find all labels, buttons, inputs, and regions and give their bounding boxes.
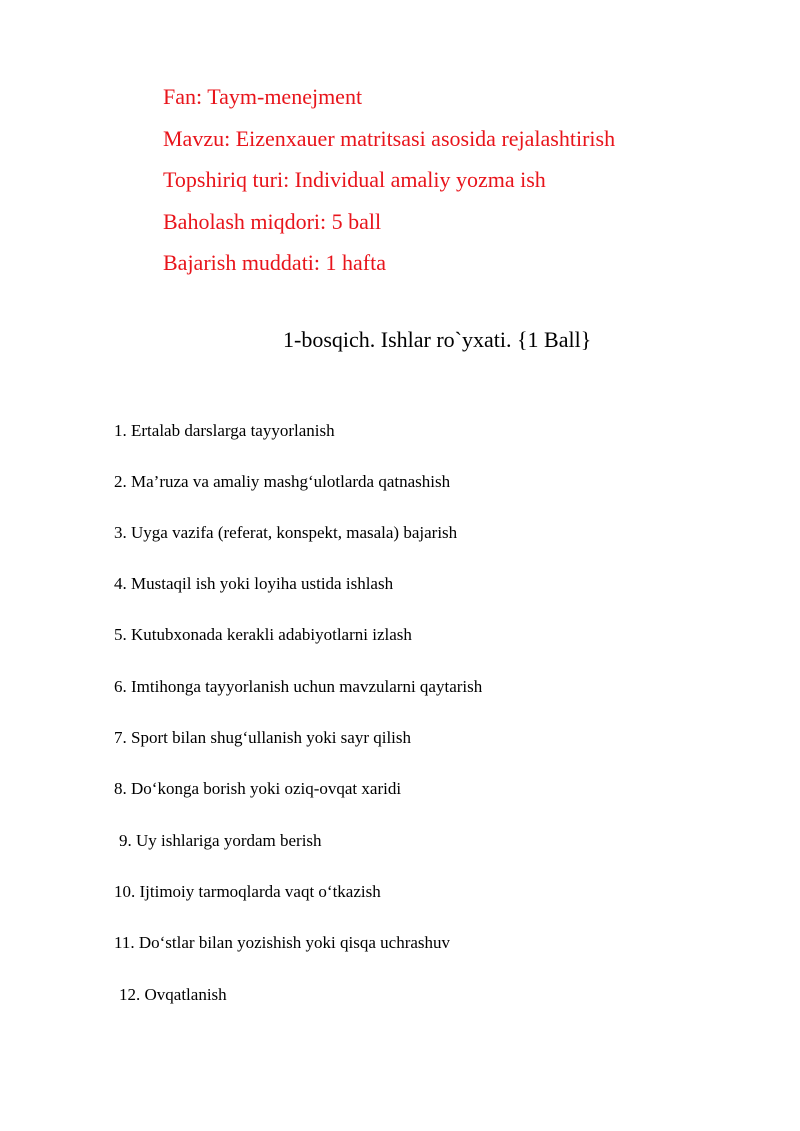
header-subject: Fan: Taym-menejment [163,84,363,109]
list-item: 11. Do‘stlar bilan yozishish yoki qisqa uchrashuv [114,933,451,952]
section-title: 1-bosqich. Ishlar ro`yxati. {1 Ball} [283,327,592,352]
header-deadline: Bajarish muddati: 1 hafta [163,250,386,275]
list-item: 2. Ma’ruza va amaliy mashg‘ulotlarda qatnashish [114,472,451,491]
list-item: 4. Mustaqil ish yoki loyiha ustida ishlash [114,574,394,593]
header-score: Baholash miqdori: 5 ball [163,208,382,234]
list-item: 9. Uy ishlariga yordam berish [119,831,322,850]
list-item: 12. Ovqatlanish [119,985,227,1004]
list-item: 8. Do‘konga borish yoki oziq-ovqat xaridi [114,779,402,798]
list-item: 3. Uyga vazifa (referat, konspekt, masala) bajarish [114,523,458,542]
list-item: 7. Sport bilan shug‘ullanish yoki sayr qilish [114,728,412,747]
header-topic: Mavzu: Eizenxauer matritsasi asosida rejalashtirish [163,125,616,151]
list-item: 10. Ijtimoiy tarmoqlarda vaqt o‘tkazish [114,882,381,901]
header-task-type: Topshiriq turi: Individual amaliy yozma ish [163,167,546,192]
list-item: 6. Imtihonga tayyorlanish uchun mavzularni qaytarish [114,677,483,696]
list-item: 1. Ertalab darslarga tayyorlanish [114,421,335,440]
list-item: 5. Kutubxonada kerakli adabiyotlarni izlash [114,625,412,644]
assignment-header [163,76,615,284]
